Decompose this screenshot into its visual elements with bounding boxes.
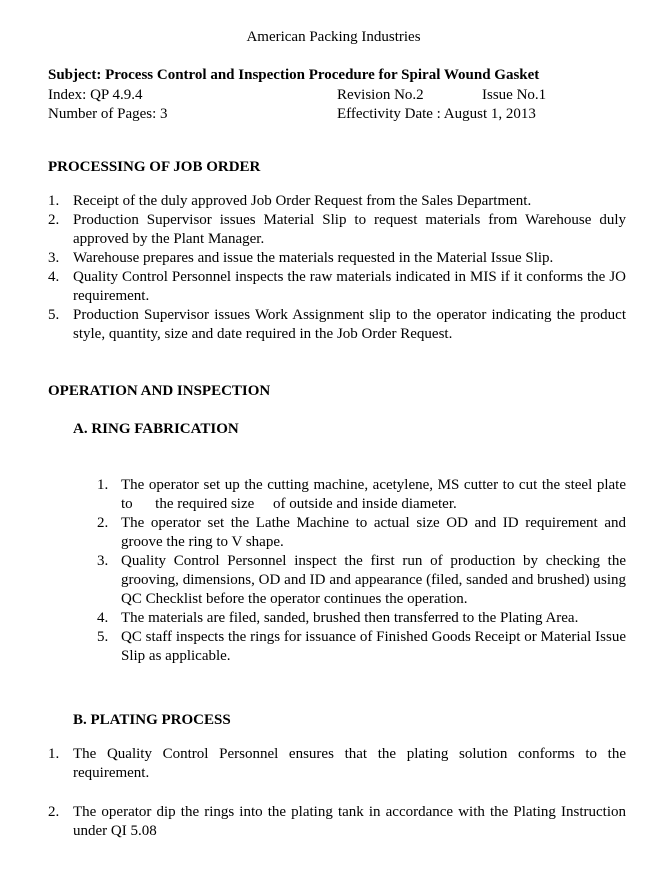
revision-label: Revision No.2 [337,87,424,103]
section-title-processing: PROCESSING OF JOB ORDER [48,159,261,175]
subsection-title-plating: B. PLATING PROCESS [73,712,231,728]
meta-row-pages [48,105,628,124]
company-name: American Packing Industries [246,29,421,45]
list-item: 2. Production Supervisor issues Material Slip to request materials from Warehouse duly approved by the Plant Manager. [48,212,626,247]
list-item: 1. The Quality Control Personnel ensures that the plating solution conforms to the requirement. [48,746,626,781]
meta-row-index [48,86,628,105]
effectivity-label: Effectivity Date : August 1, 2013 [337,106,536,122]
list-item: 3. Quality Control Personnel inspect the first run of production by checking the grooving, dimensions, OD and ID and appearance (filed, sanded and brushed) using QC Checklist before the operator continues the operation. [97,553,626,607]
issue-label: Issue No.1 [482,87,547,103]
list-item: 5. Production Supervisor issues Work Assignment slip to the operator indicating the product style, quantity, size and date required in the Job Order Request. [48,307,626,342]
document-subject: Subject: Process Control and Inspection Procedure for Spiral Wound Gasket [48,67,540,83]
list-item: 1. Receipt of the duly approved Job Order Request from the Sales Department. [48,193,532,209]
subsection-title-ring: A. RING FABRICATION [73,421,239,437]
index-label: Index: QP 4.9.4 [48,87,143,103]
plating-list [48,745,626,841]
section-title-operation: OPERATION AND INSPECTION [48,383,271,399]
ring-fabrication-list [97,476,630,666]
list-item: 1. The operator set up the cutting machine, acetylene, MS cutter to cut the steel plate to the required size of outside and inside diameter. [97,477,630,512]
processing-list [48,192,626,344]
list-item: 3. Warehouse prepares and issue the materials requested in the Material Issue Slip. [48,250,554,266]
list-item: 5. QC staff inspects the rings for issuance of Finished Goods Receipt or Material Issue Slip as applicable. [97,629,626,664]
list-item: 2. The operator dip the rings into the plating tank in accordance with the Plating Instruction under QI 5.08 [48,804,626,839]
pages-label: Number of Pages: 3 [48,106,168,122]
list-item: 4. The materials are filed, sanded, brushed then transferred to the Plating Area. [97,610,579,626]
list-item: 2. The operator set the Lathe Machine to actual size OD and ID requirement and groove the ring to V shape. [97,515,626,550]
list-item: 4. Quality Control Personnel inspects the raw materials indicated in MIS if it conforms the JO requirement. [48,269,626,304]
